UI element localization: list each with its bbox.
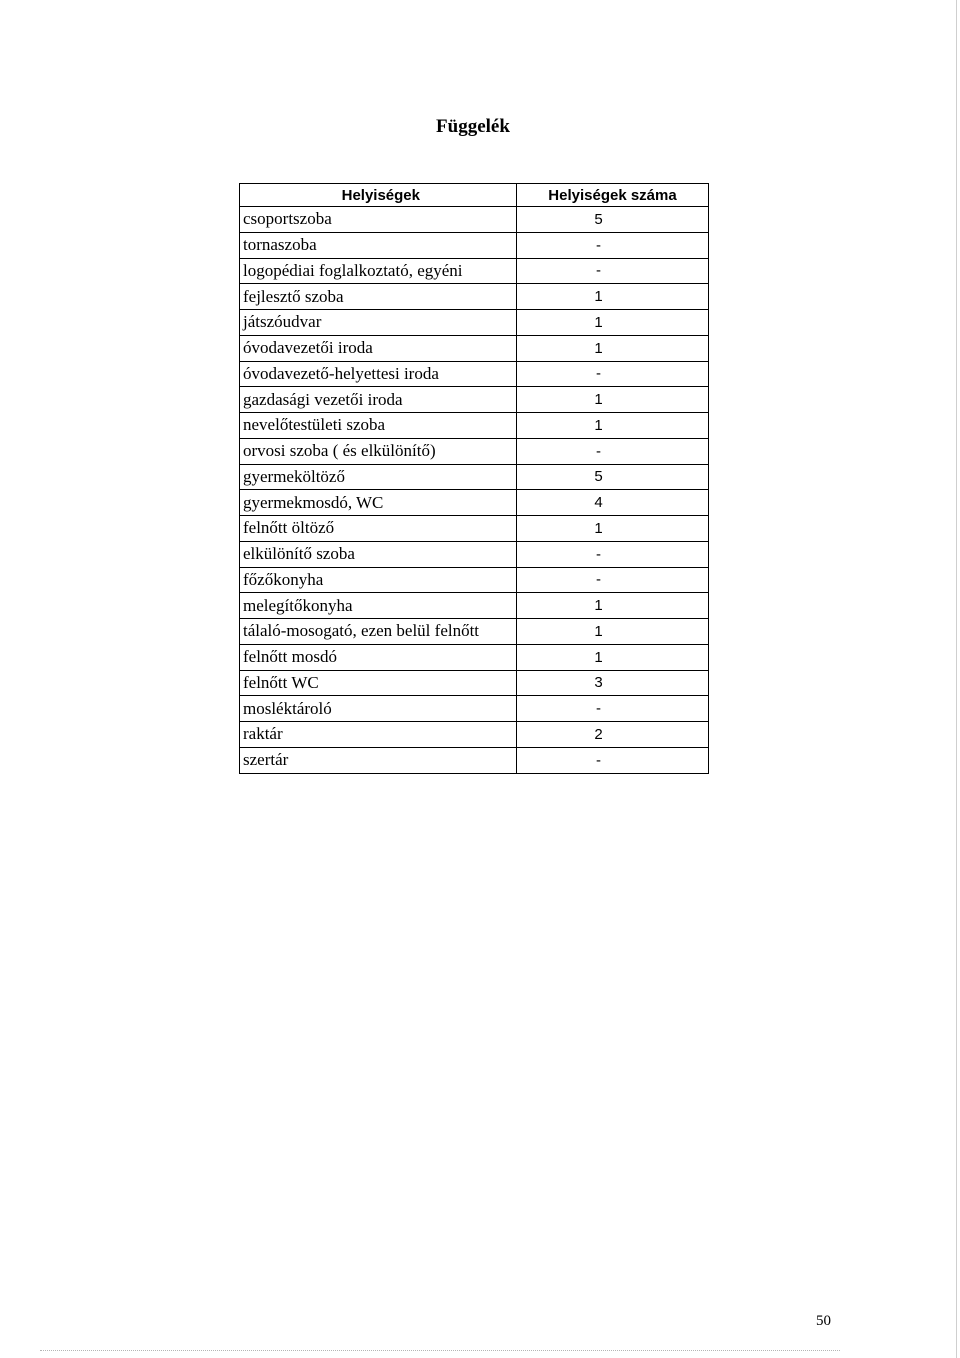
- room-name-cell: logopédiai foglalkoztató, egyéni: [240, 259, 517, 284]
- room-count-cell: -: [596, 751, 601, 769]
- table-row: [240, 386, 708, 412]
- table-row: [240, 412, 708, 438]
- table-row: [240, 309, 708, 335]
- room-name-cell: gyermekmosdó, WC: [240, 490, 517, 515]
- room-count-cell: 1: [594, 622, 603, 640]
- room-count-cell: -: [596, 545, 601, 563]
- room-count-cell: 1: [594, 313, 603, 331]
- room-count-cell: -: [596, 262, 601, 280]
- table-row: [240, 361, 708, 387]
- room-name-cell: felnőtt mosdó: [240, 645, 517, 670]
- table-row: [240, 644, 708, 670]
- table-row: [240, 695, 708, 721]
- room-count-cell: 2: [594, 725, 603, 743]
- room-count-cell: 1: [594, 416, 603, 434]
- room-name-cell: óvodavezető-helyettesi iroda: [240, 362, 517, 387]
- room-name-cell: tornaszoba: [240, 233, 517, 258]
- room-name-cell: csoportszoba: [240, 207, 517, 232]
- room-name-cell: fejlesztő szoba: [240, 284, 517, 309]
- room-name-cell: szertár: [240, 748, 517, 773]
- page-title: Függelék: [436, 116, 510, 137]
- rooms-table: [239, 183, 709, 774]
- table-row: [240, 618, 708, 644]
- room-name-cell: felnőtt WC: [240, 671, 517, 696]
- room-count-cell: -: [596, 571, 601, 589]
- room-name-cell: felnőtt öltöző: [240, 516, 517, 541]
- room-count-cell: 1: [594, 288, 603, 306]
- table-row: [240, 592, 708, 618]
- table-row: [240, 335, 708, 361]
- room-count-cell: -: [596, 365, 601, 383]
- table-row: [240, 567, 708, 593]
- room-count-cell: 1: [594, 339, 603, 357]
- room-name-cell: orvosi szoba ( és elkülönítő): [240, 439, 517, 464]
- room-name-cell: raktár: [240, 722, 517, 747]
- table-row: [240, 747, 708, 773]
- table-row: [240, 541, 708, 567]
- table-row: [240, 232, 708, 258]
- room-name-cell: nevelőtestületi szoba: [240, 413, 517, 438]
- table-row: [240, 206, 708, 232]
- room-name-cell: mosléktároló: [240, 696, 517, 721]
- scan-bottom-dots: [40, 1350, 840, 1353]
- room-count-cell: 1: [594, 391, 603, 409]
- room-count-cell: -: [596, 700, 601, 718]
- header-rooms: Helyiségek: [240, 184, 517, 206]
- room-name-cell: óvodavezetői iroda: [240, 336, 517, 361]
- table-body: [240, 206, 708, 773]
- table-row: [240, 464, 708, 490]
- table-row: [240, 721, 708, 747]
- scan-edge-line: [956, 0, 957, 1358]
- room-count-cell: 5: [594, 210, 603, 228]
- room-count-cell: 3: [594, 674, 603, 692]
- room-name-cell: gyermeköltöző: [240, 465, 517, 490]
- room-count-cell: 4: [594, 494, 603, 512]
- table-row: [240, 438, 708, 464]
- room-count-cell: -: [596, 236, 601, 254]
- table-row: [240, 283, 708, 309]
- room-name-cell: elkülönítő szoba: [240, 542, 517, 567]
- room-name-cell: melegítőkonyha: [240, 593, 517, 618]
- page-number: 50: [816, 1313, 831, 1329]
- room-name-cell: gazdasági vezetői iroda: [240, 387, 517, 412]
- room-count-cell: 1: [594, 648, 603, 666]
- room-count-cell: -: [596, 442, 601, 460]
- room-count-cell: 1: [594, 597, 603, 615]
- room-name-cell: játszóudvar: [240, 310, 517, 335]
- table-header-row: [240, 184, 708, 206]
- table-row: [240, 258, 708, 284]
- header-room-count: Helyiségek száma: [548, 186, 677, 204]
- table-row: [240, 670, 708, 696]
- table-row: [240, 515, 708, 541]
- table-row: [240, 489, 708, 515]
- room-count-cell: 1: [594, 519, 603, 537]
- room-name-cell: tálaló-mosogató, ezen belül felnőtt: [240, 619, 517, 644]
- room-count-cell: 5: [594, 468, 603, 486]
- room-name-cell: főzőkonyha: [240, 568, 517, 593]
